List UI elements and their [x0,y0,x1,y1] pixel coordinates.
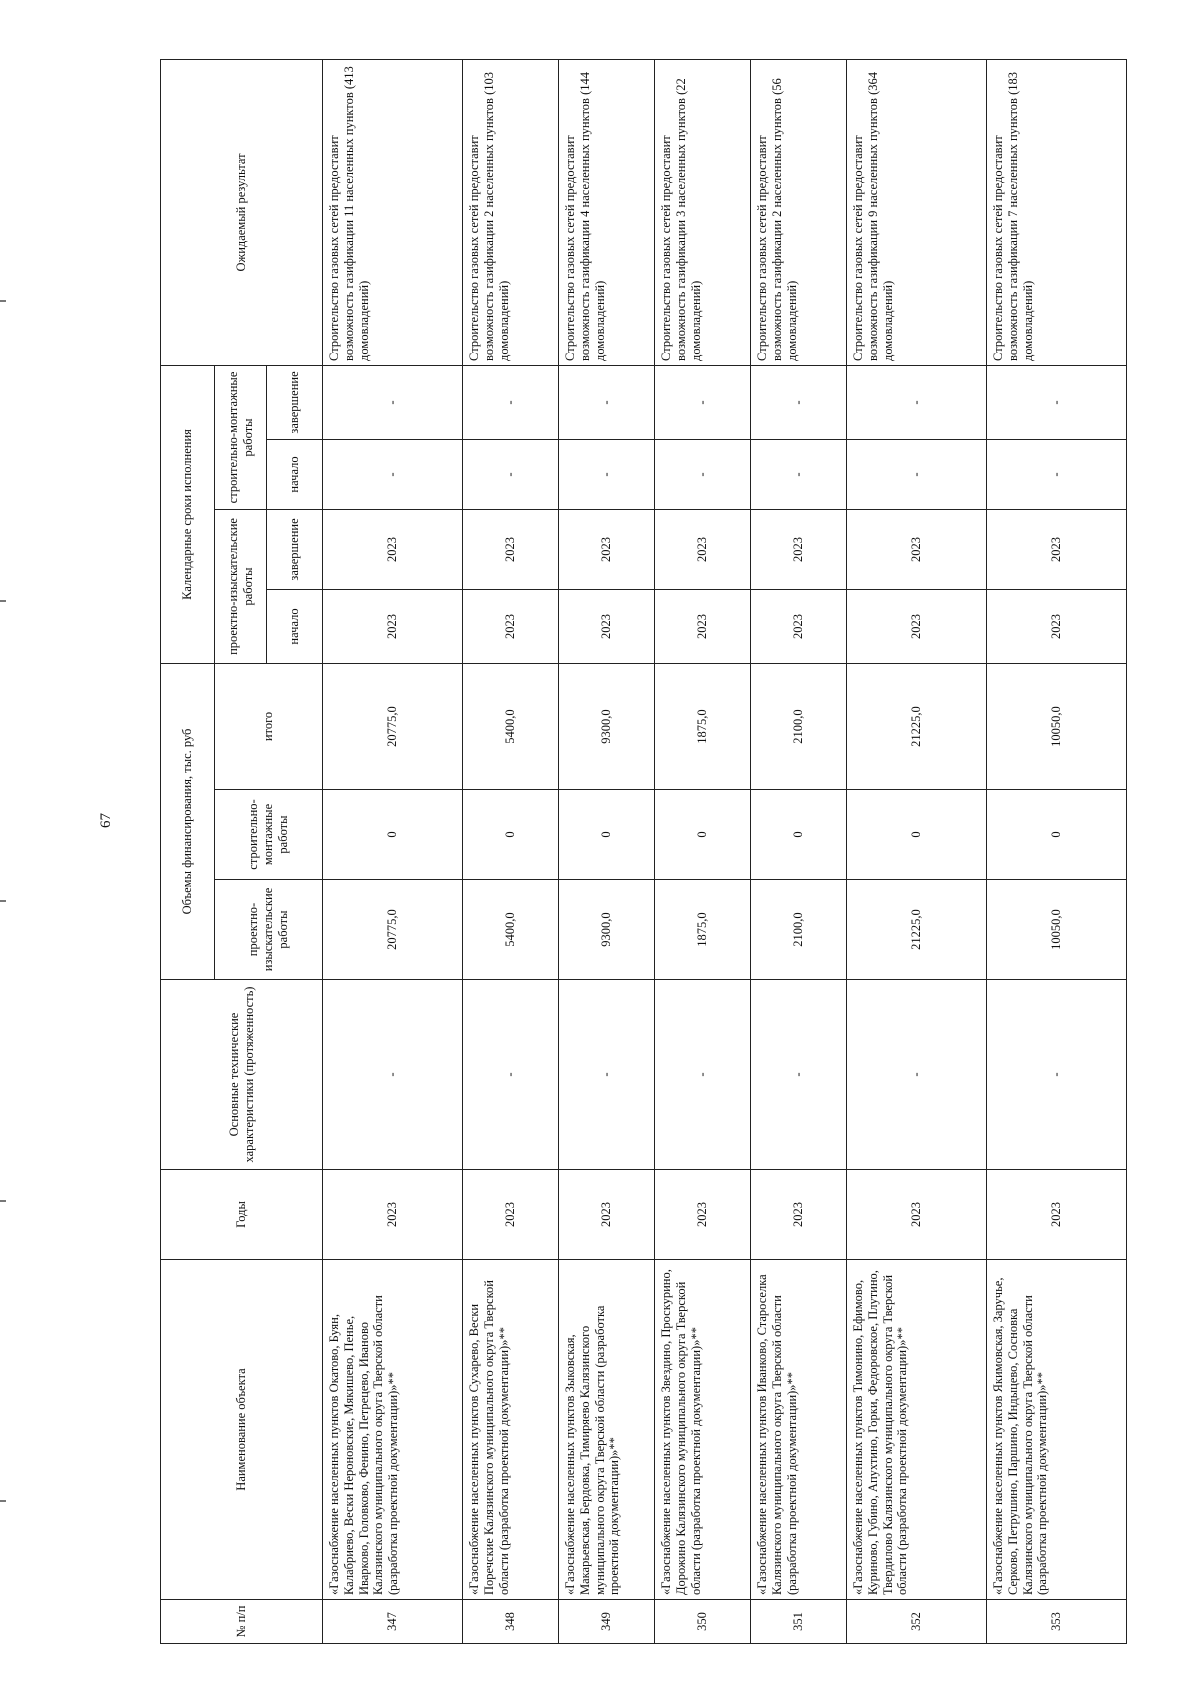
object-name: «Газоснабжение населенных пунктов Звездино, Проскурино, Дорожино Калязинского муниципального округа Тверской области (разработка проектной документации)»** [655,1260,751,1600]
row-characteristics: - [463,980,559,1170]
row-year: 2023 [323,1170,463,1260]
row-year: 2023 [559,1170,655,1260]
row-construction-start: - [559,439,655,509]
row-total-cost: 20775,0 [323,663,463,789]
row-construction-cost: 0 [751,790,847,880]
row-construction-cost: 0 [655,790,751,880]
row-design-start: 2023 [559,589,655,663]
row-characteristics: - [655,980,751,1170]
row-design-cost: 5400,0 [463,880,559,980]
row-year: 2023 [751,1170,847,1260]
header-result: Ожидаемый результат [161,59,323,365]
row-characteristics: - [847,980,987,1170]
object-name: «Газоснабжение населенных пунктов Тимонино, Ефимово, Куриново, Губино, Апухтино, Горки, Федоровское, Плутино, Твердилово Калязинского муниципального округа Тверской области (разработка проектной документации)»** [847,1260,987,1600]
row-construction-end: - [559,365,655,439]
rotated-table-container [160,60,1064,1644]
scan-margin-mark [0,300,6,302]
table-header [161,59,323,1643]
row-year: 2023 [847,1170,987,1260]
row-year: 2023 [987,1170,1127,1260]
table-row [847,59,987,1643]
header-dates-construction: строительно-монтажные работы [215,365,267,509]
row-characteristics: - [987,980,1127,1170]
row-construction-end: - [987,365,1127,439]
row-design-start: 2023 [463,589,559,663]
table-body [323,59,1127,1643]
row-construction-cost: 0 [463,790,559,880]
header-num: № п/п [161,1600,323,1644]
row-year: 2023 [463,1170,559,1260]
row-total-cost: 10050,0 [987,663,1127,789]
row-construction-cost: 0 [323,790,463,880]
header-funding-group: Объемы финансирования, тыс. руб [161,663,215,979]
table-row [987,59,1127,1643]
row-design-end: 2023 [987,509,1127,589]
row-construction-end: - [463,365,559,439]
row-design-start: 2023 [655,589,751,663]
row-characteristics: - [751,980,847,1170]
table-row [751,59,847,1643]
row-construction-end: - [323,365,463,439]
expected-result: Строительство газовых сетей предоставит возможность газификации 2 населенных пунктов (56 домовладений) [751,59,847,365]
row-construction-cost: 0 [847,790,987,880]
row-design-cost: 1875,0 [655,880,751,980]
row-construction-start: - [751,439,847,509]
header-name: Наименование объекта [161,1260,323,1600]
row-construction-end: - [751,365,847,439]
expected-result: Строительство газовых сетей предоставит возможность газификации 7 населенных пунктов (183 домовладений) [987,59,1127,365]
header-years: Годы [161,1170,323,1260]
row-total-cost: 21225,0 [847,663,987,789]
table-row [655,59,751,1643]
row-design-cost: 20775,0 [323,880,463,980]
row-construction-start: - [323,439,463,509]
row-characteristics: - [323,980,463,1170]
row-design-end: 2023 [751,509,847,589]
header-construction-start: начало [267,439,323,509]
row-design-cost: 9300,0 [559,880,655,980]
row-construction-cost: 0 [987,790,1127,880]
row-design-start: 2023 [751,589,847,663]
scan-margin-mark [0,900,6,902]
header-design-end: завершение [267,509,323,589]
row-construction-start: - [655,439,751,509]
scan-margin-mark [0,1200,6,1202]
object-name: «Газоснабжение населенных пунктов Окатово, Буян, Калабриево, Вески Нероновские, Мякишево, Пенье, Иварково, Головково, Фенино, Петрецево, Иваново Калязинского муниципального округа Тверской области (разработка проектной документации)»** [323,1260,463,1600]
object-name: «Газоснабжение населенных пунктов Иванково, Староселка Калязинского муниципального округа Тверской области (разработка проектной документации)»** [751,1260,847,1600]
expected-result: Строительство газовых сетей предоставит возможность газификации 9 населенных пунктов (364 домовладений) [847,59,987,365]
header-characteristics: Основные технические характеристики (протяженность) [161,980,323,1170]
row-design-cost: 10050,0 [987,880,1127,980]
row-design-start: 2023 [323,589,463,663]
row-construction-start: - [987,439,1127,509]
row-total-cost: 5400,0 [463,663,559,789]
gasification-table [160,59,1127,1644]
row-number: 352 [847,1600,987,1644]
row-construction-start: - [463,439,559,509]
row-number: 348 [463,1600,559,1644]
object-name: «Газоснабжение населенных пунктов Якимовская, Заручье, Серково, Петрушино, Паршино, Индыцево, Сосновка Калязинского муниципального округа Тверской области (разработка проектной документации)»** [987,1260,1127,1600]
row-number: 347 [323,1600,463,1644]
row-construction-cost: 0 [559,790,655,880]
expected-result: Строительство газовых сетей предоставит возможность газификации 11 населенных пунктов (413 домовладений) [323,59,463,365]
row-number: 349 [559,1600,655,1644]
row-number: 351 [751,1600,847,1644]
expected-result: Строительство газовых сетей предоставит возможность газификации 2 населенных пунктов (103 домовладений) [463,59,559,365]
header-dates-design: проектно-изыскательские работы [215,509,267,663]
row-construction-start: - [847,439,987,509]
row-characteristics: - [559,980,655,1170]
row-design-start: 2023 [987,589,1127,663]
row-design-cost: 21225,0 [847,880,987,980]
table-row [559,59,655,1643]
row-design-cost: 2100,0 [751,880,847,980]
table-row [323,59,463,1643]
object-name: «Газоснабжение населенных пунктов Сухарево, Вески Поречские Калязинского муниципального округа Тверской области (разработка проектной документации)»** [463,1260,559,1600]
row-design-end: 2023 [847,509,987,589]
row-number: 353 [987,1600,1127,1644]
row-design-end: 2023 [559,509,655,589]
row-design-end: 2023 [323,509,463,589]
header-construction-end: завершение [267,365,323,439]
header-funding-total: итого [215,663,323,789]
page-number: 67 [98,813,114,828]
row-number: 350 [655,1600,751,1644]
expected-result: Строительство газовых сетей предоставит возможность газификации 3 населенных пунктов (22 домовладений) [655,59,751,365]
header-design-start: начало [267,589,323,663]
row-total-cost: 2100,0 [751,663,847,789]
row-design-end: 2023 [655,509,751,589]
row-year: 2023 [655,1170,751,1260]
expected-result: Строительство газовых сетей предоставит возможность газификации 4 населенных пунктов (144 домовладений) [559,59,655,365]
header-funding-construction: строительно-монтажные работы [215,790,323,880]
row-design-start: 2023 [847,589,987,663]
header-funding-design: проектно-изыскательские работы [215,880,323,980]
header-dates-group: Календарные сроки исполнения [161,365,215,663]
row-construction-end: - [847,365,987,439]
object-name: «Газоснабжение населенных пунктов Зыковская, Макарьевская, Бердовка, Тимиряево Калязинского муниципального округа Тверской области (разработка проектной документации)»** [559,1260,655,1600]
scan-margin-mark [0,600,6,602]
row-design-end: 2023 [463,509,559,589]
table-row [463,59,559,1643]
row-total-cost: 1875,0 [655,663,751,789]
scan-margin-mark [0,1500,6,1502]
row-total-cost: 9300,0 [559,663,655,789]
row-construction-end: - [655,365,751,439]
